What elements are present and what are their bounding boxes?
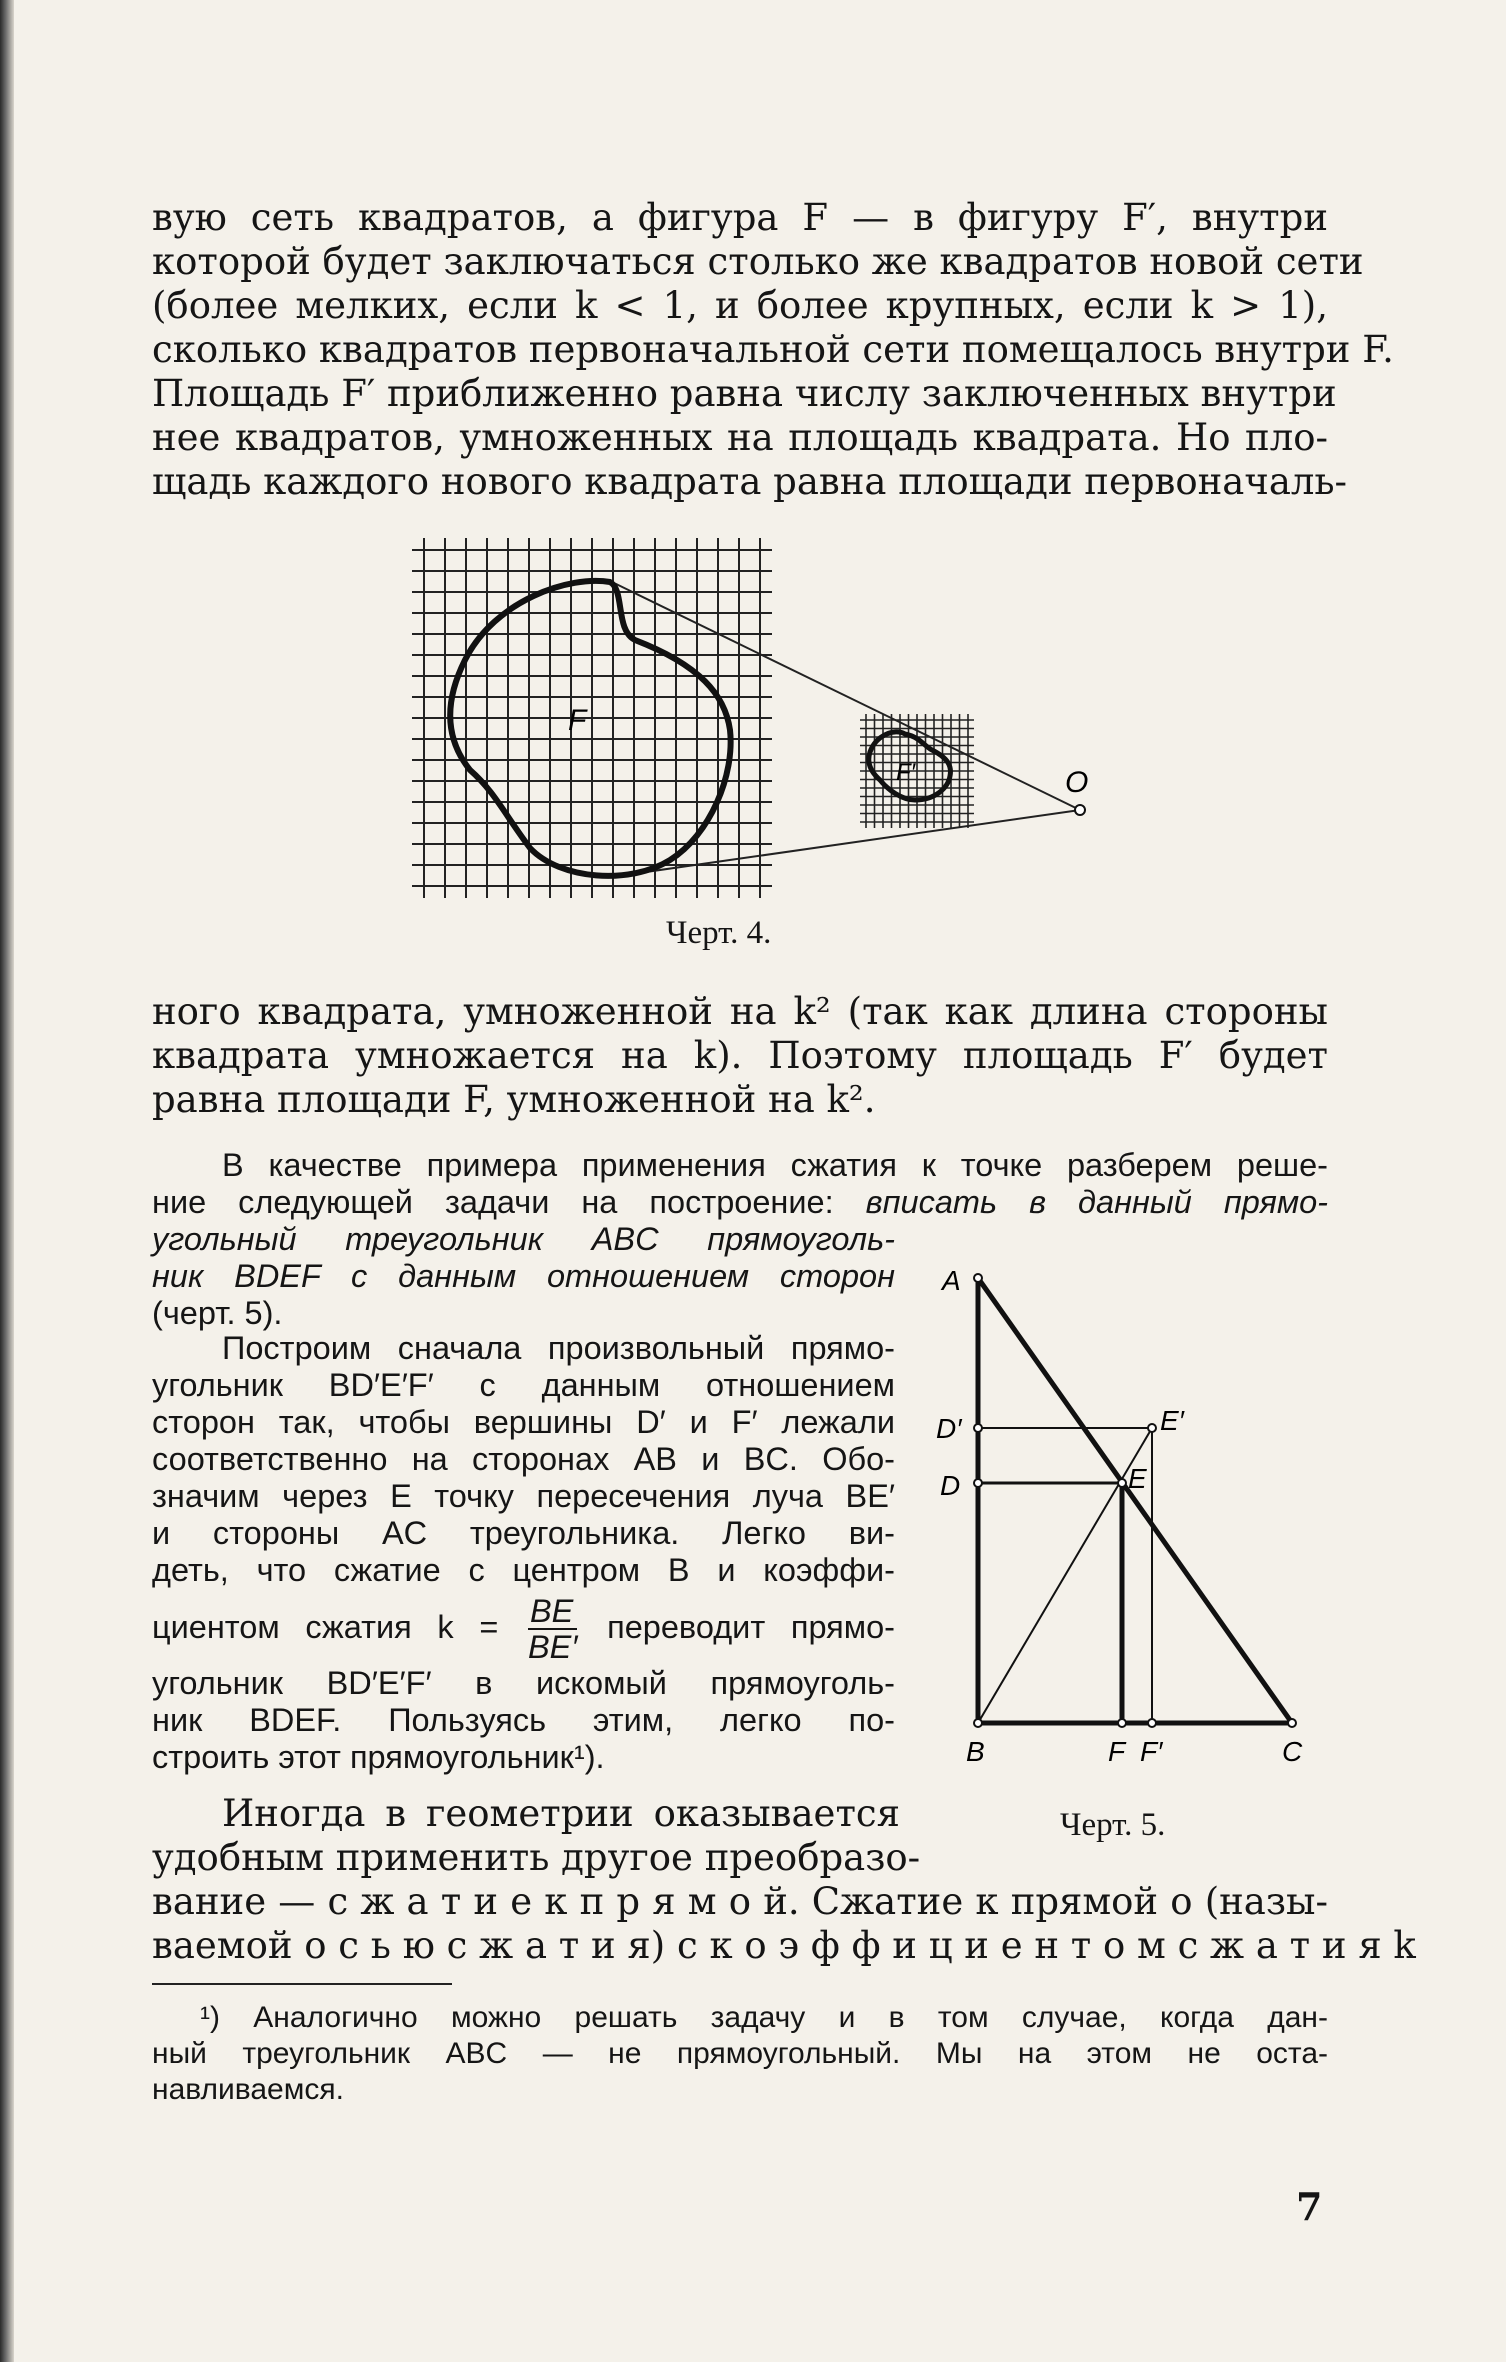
text-line: угольник BD′E′F′ в искомый прямоуголь- <box>152 1665 895 1701</box>
point-d <box>974 1479 982 1487</box>
text-line: квадрата умножается на k). Поэтому площадь F′ будет <box>152 1034 1328 1077</box>
label-d: D <box>940 1470 961 1501</box>
figure-4 <box>400 530 1120 920</box>
text-line: навливаемся. <box>152 2073 344 2106</box>
text-line: вую сеть квадратов, а фигура F — в фигуру F′, внутри <box>152 196 1328 239</box>
text-line: ник BDEF. Пользуясь этим, легко по- <box>152 1702 895 1738</box>
text-line: строить этот прямоугольник¹). <box>152 1739 605 1775</box>
text-line: значим через E точку пересечения луча BE′ <box>152 1478 895 1514</box>
point-e-prime <box>1148 1424 1156 1432</box>
paragraph-4 <box>152 1330 895 1776</box>
text-line: ного квадрата, умноженной на k² (так как длина стороны <box>152 990 1328 1033</box>
text-line: соответственно на сторонах AB и BC. Обо- <box>152 1441 895 1477</box>
label-o: O <box>1065 766 1089 799</box>
label-c: C <box>1282 1736 1303 1767</box>
point-e <box>1118 1479 1126 1487</box>
label-f: F <box>568 704 587 737</box>
text-line: сколько квадратов первоначальной сети помещалось внутри F. <box>152 328 1394 371</box>
formula-fraction <box>528 1594 577 1664</box>
label-b: B <box>966 1736 985 1767</box>
text-line: сторон так, чтобы вершины D′ и F′ лежали <box>152 1404 895 1440</box>
text-line: вание — с ж а т и е к п р я м о й. Сжатие к прямой o (назы- <box>152 1880 1328 1923</box>
paragraph-5 <box>152 1792 921 1880</box>
text-line: деть, что сжатие с центром B и коэффи- <box>152 1552 895 1588</box>
formula-suffix: переводит прямо- <box>607 1609 896 1645</box>
text-line <box>152 1184 1328 1221</box>
label-e-prime: E′ <box>1160 1405 1184 1436</box>
text-line: щадь каждого нового квадрата равна площади первоначаль- <box>152 460 1348 503</box>
text-line: угольник BD′E′F′ с данным отношением <box>152 1367 895 1403</box>
label-d-prime: D′ <box>936 1413 962 1444</box>
figure-5-caption: Черт. 5. <box>1060 1807 1166 1843</box>
text-line <box>152 1258 895 1295</box>
text-line: В качестве примера применения сжатия к точке разберем реше- <box>222 1147 1328 1183</box>
text-italic: угольный треугольник ABC прямоуголь- <box>152 1221 895 1257</box>
text-line: ¹) Аналогично можно решать задачу и в том случае, когда дан- <box>200 2001 1328 2034</box>
fraction-denominator: BE′ <box>527 1629 578 1666</box>
label-e: E <box>1128 1463 1147 1494</box>
formula-line <box>152 1589 895 1665</box>
formula-prefix: циентом сжатия k = <box>152 1609 499 1645</box>
figure-5 <box>930 1255 1320 1775</box>
paragraph-2 <box>152 990 1328 1122</box>
text-line: Построим сначала произвольный прямо- <box>222 1330 895 1366</box>
projection-ray-bottom <box>632 810 1080 874</box>
point-b <box>974 1719 982 1727</box>
label-f-prime: F′ <box>896 759 916 786</box>
point-f <box>1118 1719 1126 1727</box>
text-line: Площадь F′ приближенно равна числу заключенных внутри <box>152 372 1337 415</box>
figure-f-outline <box>450 581 730 876</box>
label-f-prime: F′ <box>1140 1736 1163 1767</box>
text-line <box>152 1221 895 1258</box>
text-line: (черт. 5). <box>152 1295 283 1331</box>
point-f-prime <box>1148 1719 1156 1727</box>
text-line: ный треугольник ABC — не прямоугольный. Мы на этом не оста- <box>152 2037 1328 2070</box>
text-line: нее квадратов, умноженных на площадь квадрата. Но пло- <box>152 416 1328 459</box>
point-c <box>1288 1719 1296 1727</box>
text-italic: ник BDEF с данным отношением сторон <box>152 1258 895 1294</box>
fraction-numerator: BE <box>528 1594 577 1630</box>
page-edge <box>0 0 14 2362</box>
text-line: (более мелких, если k < 1, и более крупных, если k > 1), <box>152 284 1328 327</box>
hypotenuse-ac <box>978 1278 1292 1723</box>
center-point-o <box>1075 805 1085 815</box>
paragraph-1 <box>152 196 1394 504</box>
text-line: Иногда в геометрии оказывается <box>222 1792 900 1835</box>
text-italic: вписать в данный прямо- <box>865 1184 1328 1220</box>
text-plain: ние следующей задачи на построение: <box>152 1184 834 1220</box>
paragraph-5-cont <box>152 1880 1416 1968</box>
ray-be-prime <box>978 1428 1152 1723</box>
page-number: 7 <box>1296 2184 1323 2229</box>
point-d-prime <box>974 1424 982 1432</box>
grid-big <box>412 538 772 898</box>
label-a: A <box>942 1265 961 1296</box>
point-a <box>974 1274 982 1282</box>
paragraph-3-cont <box>152 1221 895 1332</box>
text-line: и стороны AC треугольника. Легко ви- <box>152 1515 895 1551</box>
paragraph-3 <box>152 1147 1328 1221</box>
text-line: ваемой о с ь ю с ж а т и я) с к о э ф ф и ц и е н т о м с ж а т и я k <box>152 1924 1416 1967</box>
footnote <box>152 2000 1328 2108</box>
figure-4-caption: Черт. 4. <box>666 915 772 951</box>
text-line: удобным применить другое преобразо- <box>152 1836 921 1879</box>
text-line: равна площади F, умноженной на k². <box>152 1078 876 1121</box>
text-line: которой будет заключаться столько же квадратов новой сети <box>152 240 1364 283</box>
label-f: F <box>1108 1736 1126 1767</box>
footnote-rule <box>152 1983 452 1985</box>
